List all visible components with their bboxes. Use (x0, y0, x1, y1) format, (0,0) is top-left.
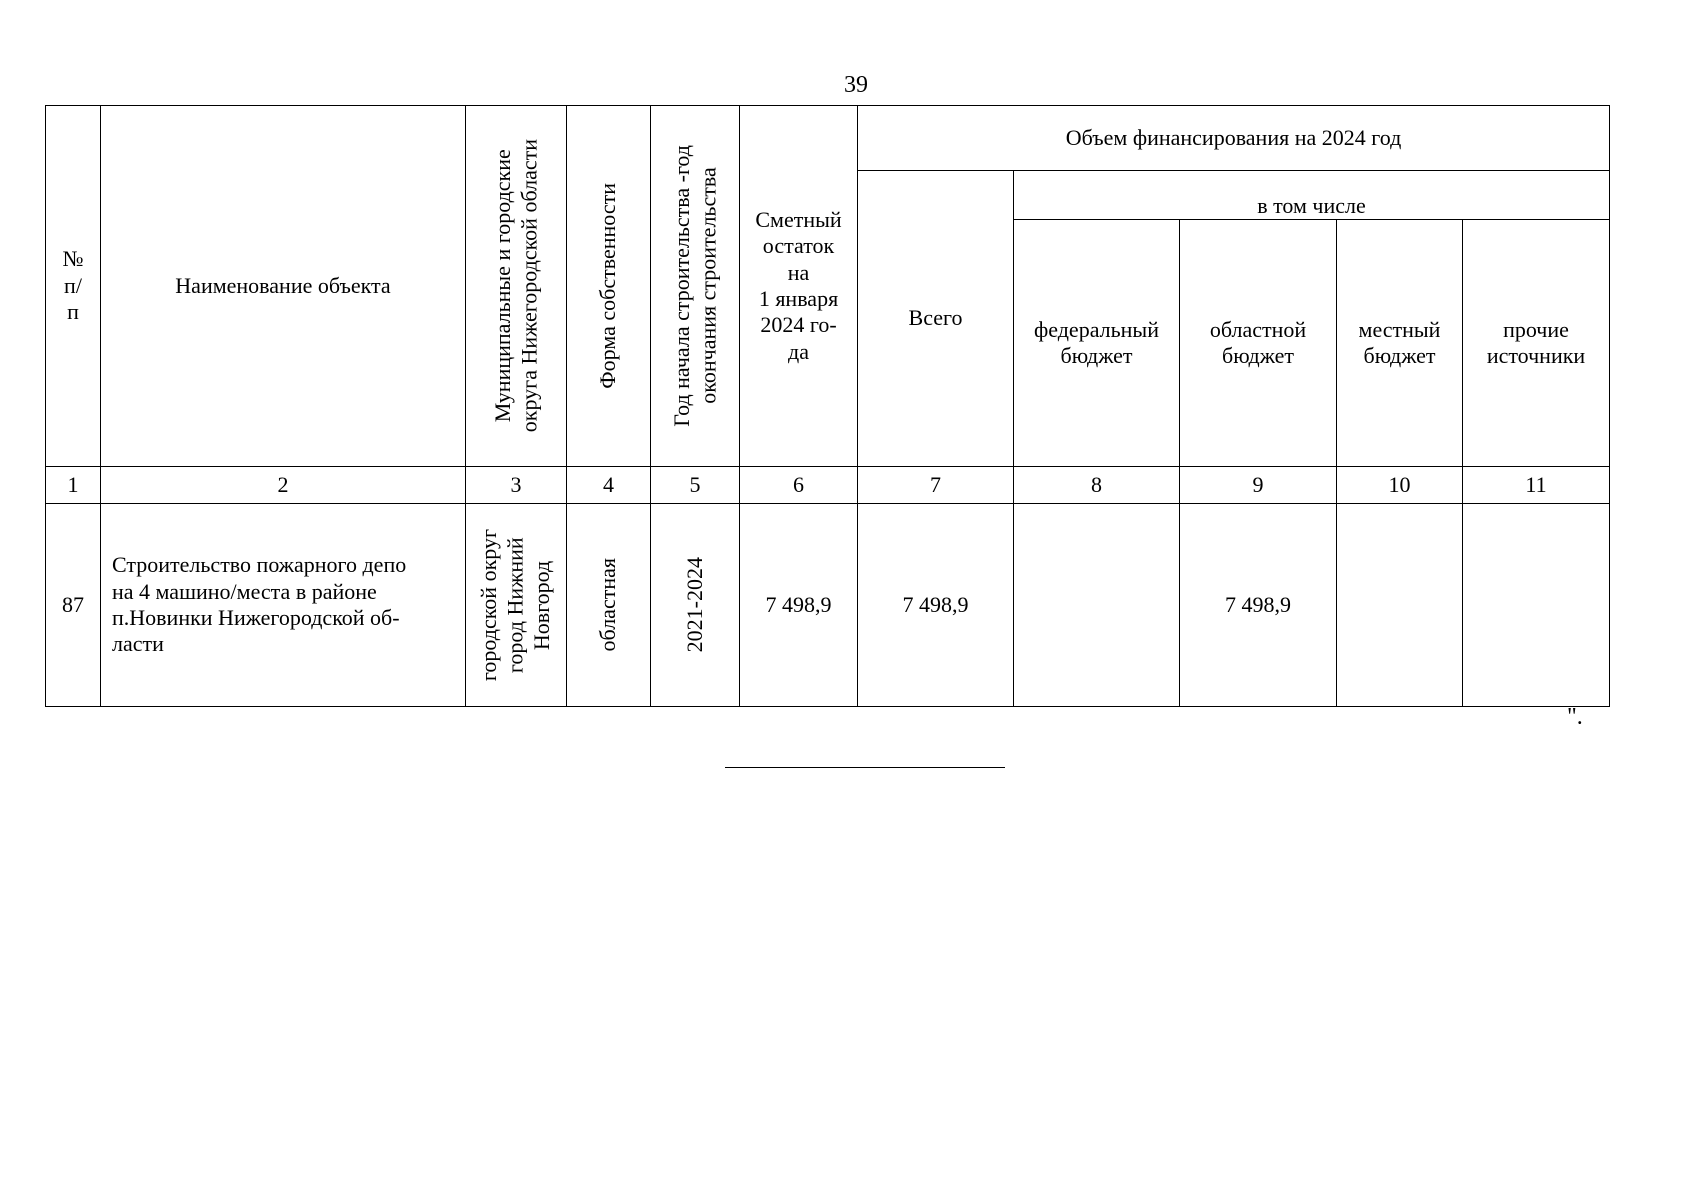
header-other-sources: прочие источники (1463, 220, 1610, 467)
table-row (46, 504, 1610, 707)
column-number: 1 (46, 467, 101, 504)
column-number: 3 (466, 467, 567, 504)
header-including: в том числе (1014, 171, 1610, 220)
page-number: 39 (844, 72, 868, 98)
header-construction-years (651, 106, 740, 467)
header-number: № п/ п (46, 106, 101, 467)
header-object-name: Наименование объекта (101, 106, 466, 467)
column-number: 11 (1463, 467, 1610, 504)
header-ownership-text: Форма собственности (595, 183, 621, 389)
column-number: 6 (740, 467, 858, 504)
municipality-cell (466, 504, 567, 707)
footer-separator-line (725, 767, 1005, 768)
header-municipality-text: Муниципальные и городские округа Нижегородской области (489, 139, 541, 433)
ownership-cell (567, 504, 651, 707)
municipality-value: городской округ город Нижний Новгород (476, 528, 555, 682)
column-numbers-row (46, 467, 1610, 504)
column-number: 10 (1337, 467, 1463, 504)
column-number: 4 (567, 467, 651, 504)
local-value (1337, 504, 1463, 707)
header-total: Всего (858, 171, 1014, 467)
header-funding-group: Объем финансирования на 2024 год (858, 106, 1610, 171)
years-cell (651, 504, 740, 707)
closing-quote-mark: ". (1567, 704, 1583, 730)
years-value: 2021-2024 (681, 557, 707, 653)
other-value (1463, 504, 1610, 707)
header-estimated-remainder: Сметный остаток на 1 января 2024 го- да (740, 106, 858, 467)
federal-value (1014, 504, 1180, 707)
column-number: 2 (101, 467, 466, 504)
header-ownership (567, 106, 651, 467)
object-name: Строительство пожарного депо на 4 машино/места в районе п.Новинки Нижегородской об- ласти (101, 504, 466, 707)
remainder-value: 7 498,9 (740, 504, 858, 707)
column-number: 7 (858, 467, 1014, 504)
column-number: 9 (1180, 467, 1337, 504)
header-federal-budget: федеральный бюджет (1014, 220, 1180, 467)
total-value: 7 498,9 (858, 504, 1014, 707)
header-local-budget: местный бюджет (1337, 220, 1463, 467)
header-construction-years-text: Год начала строительства -год окончания строительства (668, 145, 720, 427)
ownership-value: областная (595, 558, 621, 652)
row-number: 87 (46, 504, 101, 707)
financing-table (45, 105, 1610, 707)
header-regional-budget: областной бюджет (1180, 220, 1337, 467)
column-number: 5 (651, 467, 740, 504)
header-municipality (466, 106, 567, 467)
column-number: 8 (1014, 467, 1180, 504)
regional-value: 7 498,9 (1180, 504, 1337, 707)
